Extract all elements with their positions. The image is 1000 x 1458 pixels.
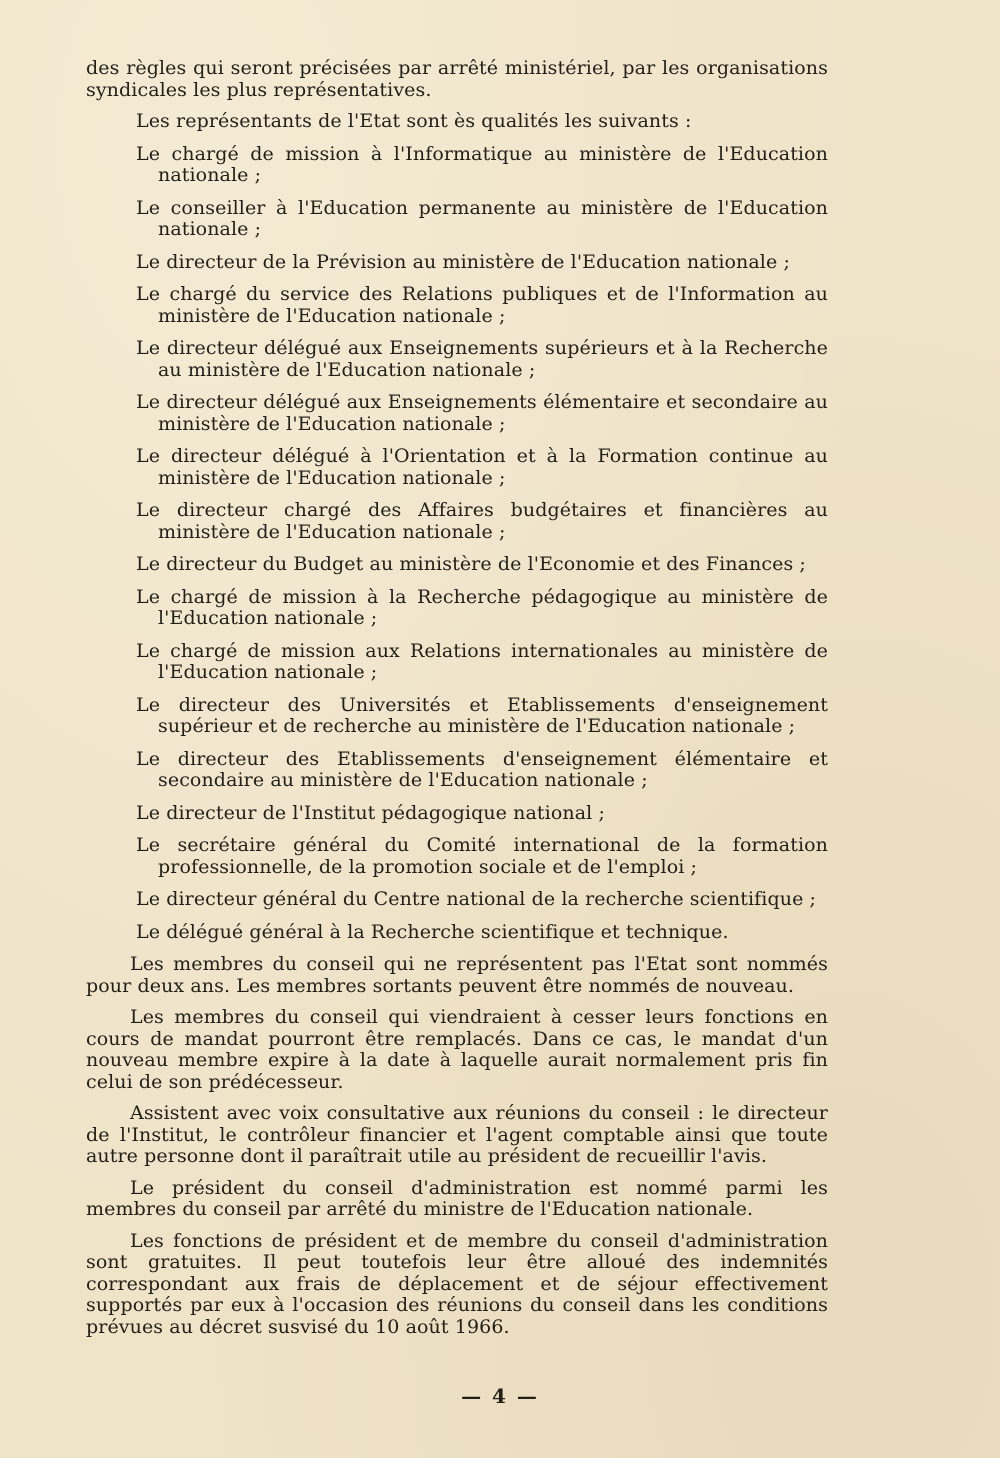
list-item: Le directeur délégué aux Enseignements élémentaire et secondaire au ministère de l'Education nationale ; xyxy=(136,391,828,435)
representatives-intro: Les représentants de l'Etat sont ès qualités les suivants : xyxy=(136,110,692,132)
list-item: Le chargé du service des Relations publiques et de l'Information au ministère de l'Education nationale ; xyxy=(136,283,828,327)
continuation-paragraph: des règles qui seront précisées par arrêté ministériel, par les organisations syndicales les plus représentatives. xyxy=(86,57,828,101)
list-item: Le secrétaire général du Comité international de la formation professionnelle, de la promotion sociale et de l'emploi ; xyxy=(136,834,828,878)
list-item: Le délégué général à la Recherche scientifique et technique. xyxy=(136,920,729,943)
list-item: Le conseiller à l'Education permanente au ministère de l'Education nationale ; xyxy=(136,196,828,240)
list-item: Le directeur du Budget au ministère de l'Economie et des Finances ; xyxy=(136,553,806,575)
list-item: Le chargé de mission aux Relations internationales au ministère de l'Education nationale ; xyxy=(136,639,828,683)
page-number: — 4 — xyxy=(461,1384,539,1408)
list-item: Le directeur des Etablissements d'enseignement élémentaire et secondaire au ministère de l'Education nationale ; xyxy=(136,747,828,791)
list-item: Le chargé de mission à l'Informatique au ministère de l'Education nationale ; xyxy=(136,142,828,186)
list-item: Le directeur de l'Institut pédagogique national ; xyxy=(136,801,605,824)
list-item: Le directeur délégué aux Enseignements supérieurs et à la Recherche au ministère de l'Education nationale ; xyxy=(136,337,828,381)
list-item: Le directeur délégué à l'Orientation et à la Formation continue au ministère de l'Education nationale ; xyxy=(136,445,828,489)
list-item: Le directeur des Universités et Etablissements d'enseignement supérieur et de recherche au ministère de l'Education nationale ; xyxy=(136,693,828,737)
advisory-attendees-paragraph: Assistent avec voix consultative aux réunions du conseil : le directeur de l'Institut, le contrôleur financier et l'agent comptable ainsi que toute autre personne dont il paraîtrait utile au président de recueillir l'avis. xyxy=(86,1102,828,1167)
representatives-list xyxy=(86,144,828,944)
list-item: Le chargé de mission à la Recherche pédagogique au ministère de l'Education nationale ; xyxy=(136,585,828,629)
unpaid-functions-paragraph: Les fonctions de président et de membre du conseil d'administration sont gratuites. Il peut toutefois leur être alloué des indemnités correspondant aux frais de déplacement et de séjour effectivement supportés par eux à l'occasion des réunions du conseil dans les conditions prévues au décret susvisé du 10 août 1966. xyxy=(86,1229,828,1338)
list-item: Le directeur de la Prévision au ministère de l'Education nationale ; xyxy=(136,250,790,273)
membership-term-paragraph: Les membres du conseil qui ne représentent pas l'Etat sont nommés pour deux ans. Les membres sortants peuvent être nommés de nouveau. xyxy=(86,953,828,997)
page-body xyxy=(86,58,828,1348)
list-item: Le directeur chargé des Affaires budgétaires et financières au ministère de l'Education nationale ; xyxy=(136,499,828,543)
president-appointment-paragraph: Le président du conseil d'administration est nommé parmi les membres du conseil par arrêté du ministre de l'Education nationale. xyxy=(86,1176,828,1220)
list-item: Le directeur général du Centre national de la recherche scientifique ; xyxy=(136,888,817,910)
replacement-paragraph: Les membres du conseil qui viendraient à cesser leurs fonctions en cours de mandat pourront être remplacés. Dans ce cas, le mandat d'un nouveau membre expire à la date à laquelle aurait normalement pris fin celui de son prédécesseur. xyxy=(86,1006,828,1093)
